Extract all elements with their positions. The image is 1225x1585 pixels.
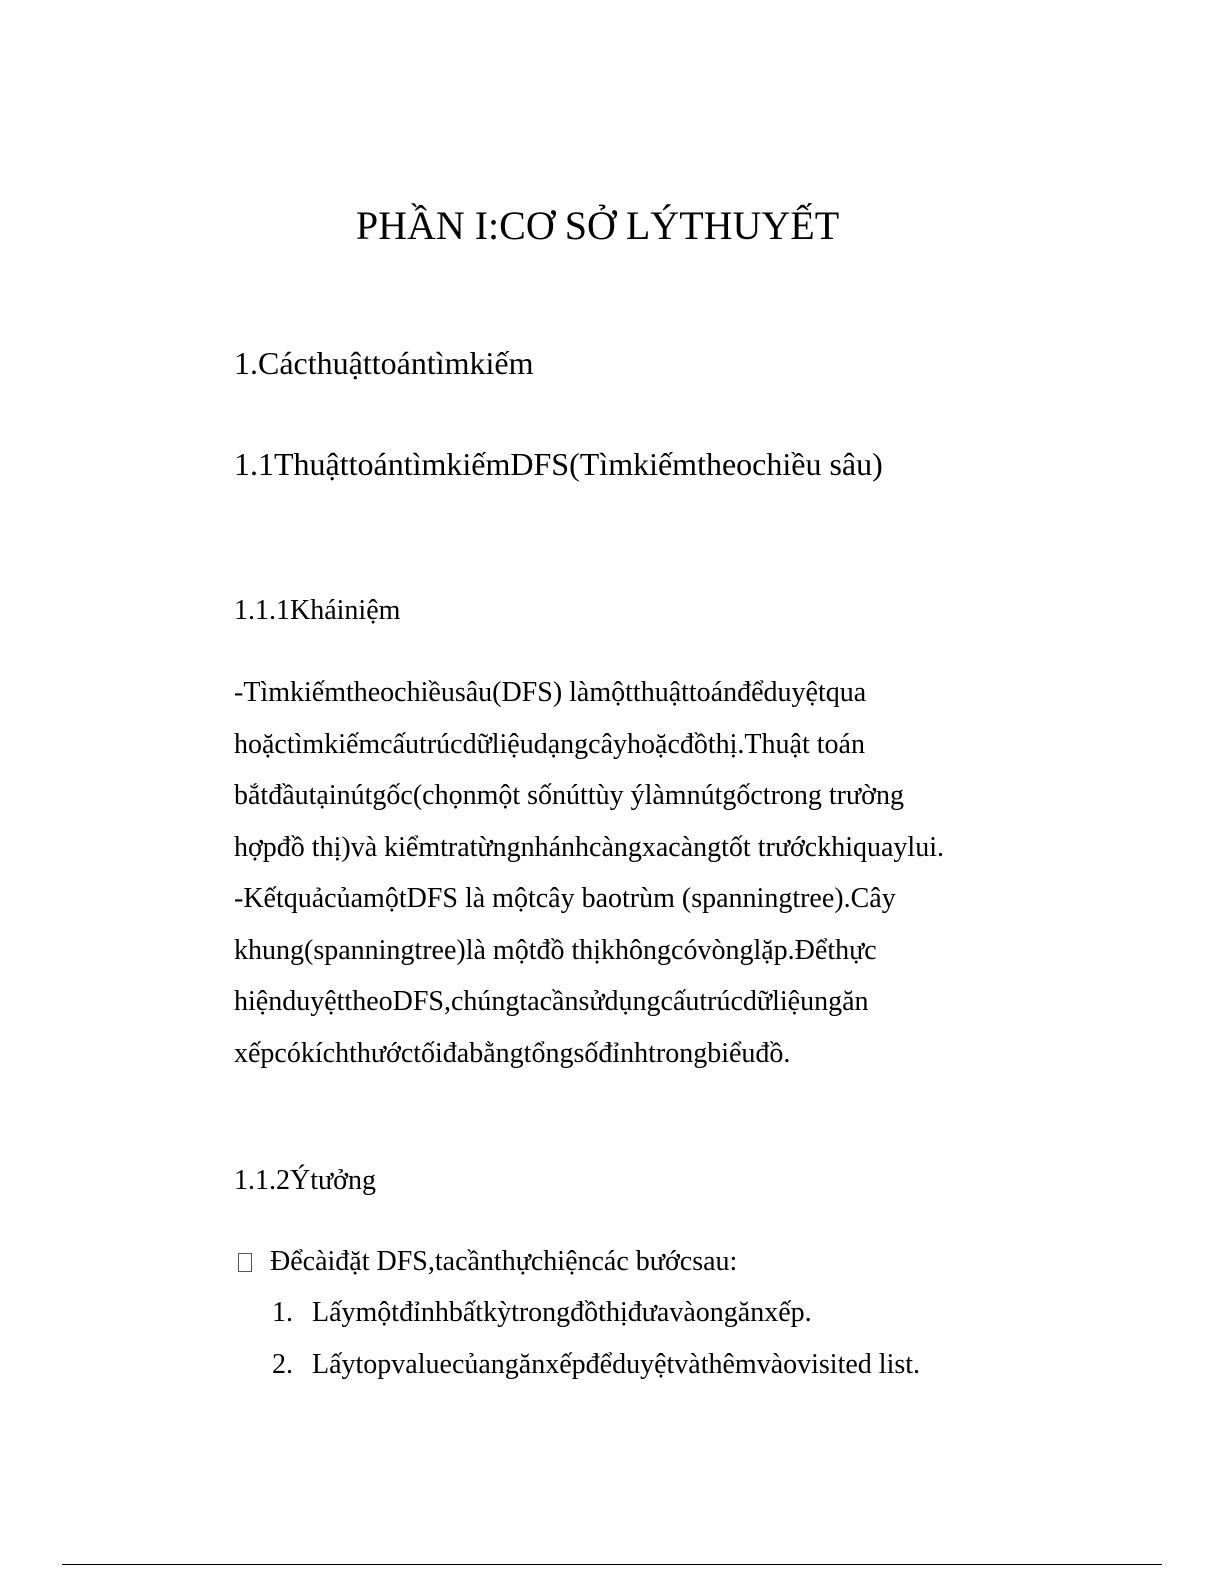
- section-heading-dfs: 1.1ThuậttoántìmkiếmDFS(Tìmkiếmtheochiều sâu): [234, 446, 883, 482]
- section-heading-search-algorithms: 1.Cácthuậttoántìmkiếm: [234, 345, 534, 381]
- concept-paragraph: -Tìmkiếmtheochiềusâu(DFS) làmộtthuậttoánđểduyệtqua hoặctìmkiếmcấutrúcdữliệudạngcâyhoặcđồthị.Thuật toán bắtđầutạinútgốc(chọnmột sốnúttùy ýlàmnútgốctrong trường hợpđồ thị)và kiểmtratừngnhánhcàngxacàngtốt trướckhiquaylui.: [234, 677, 944, 863]
- concept-body: [234, 667, 954, 1079]
- bullet-item: [234, 1236, 737, 1288]
- page-bottom-divider: [62, 1564, 1162, 1565]
- subsection-heading-idea: 1.1.2Ýtưởng: [234, 1165, 376, 1196]
- steps-list: [272, 1287, 932, 1390]
- page-title: PHẦN I:CƠ SỞ LÝTHUYẾT: [355, 203, 840, 248]
- list-item: [272, 1287, 932, 1339]
- step-number: 1.: [272, 1297, 293, 1328]
- list-item: [272, 1339, 932, 1391]
- bullet-intro-text: Đểcàiđặt DFS,tacầnthựchiệncác bướcsau:: [270, 1246, 738, 1277]
- bullet-box-icon: [238, 1253, 252, 1272]
- step-number: 2.: [272, 1348, 293, 1380]
- subsection-heading-concept: 1.1.1Kháiniệm: [234, 595, 401, 626]
- concept-paragraph: -KếtquảcủamộtDFS là mộtcây baotrùm (spanningtree).Cây khung(spanningtree)là mộtđồ thịkhôngcóvònglặp.Đểthực hiệnduyệttheoDFS,chúngtacầnsửdụngcấutrúcdữliệungăn xếpcókíchthướctốiđabằngtổngsốđỉnhtrongbiểuđồ.: [234, 883, 896, 1069]
- step-text: Lấymộtđỉnhbấtkỳtrongđồthịđưavàongănxếp.: [312, 1297, 812, 1328]
- step-text: Lấytopvaluecủangănxếpđểduyệtvàthêmvàovisited list.: [312, 1348, 921, 1380]
